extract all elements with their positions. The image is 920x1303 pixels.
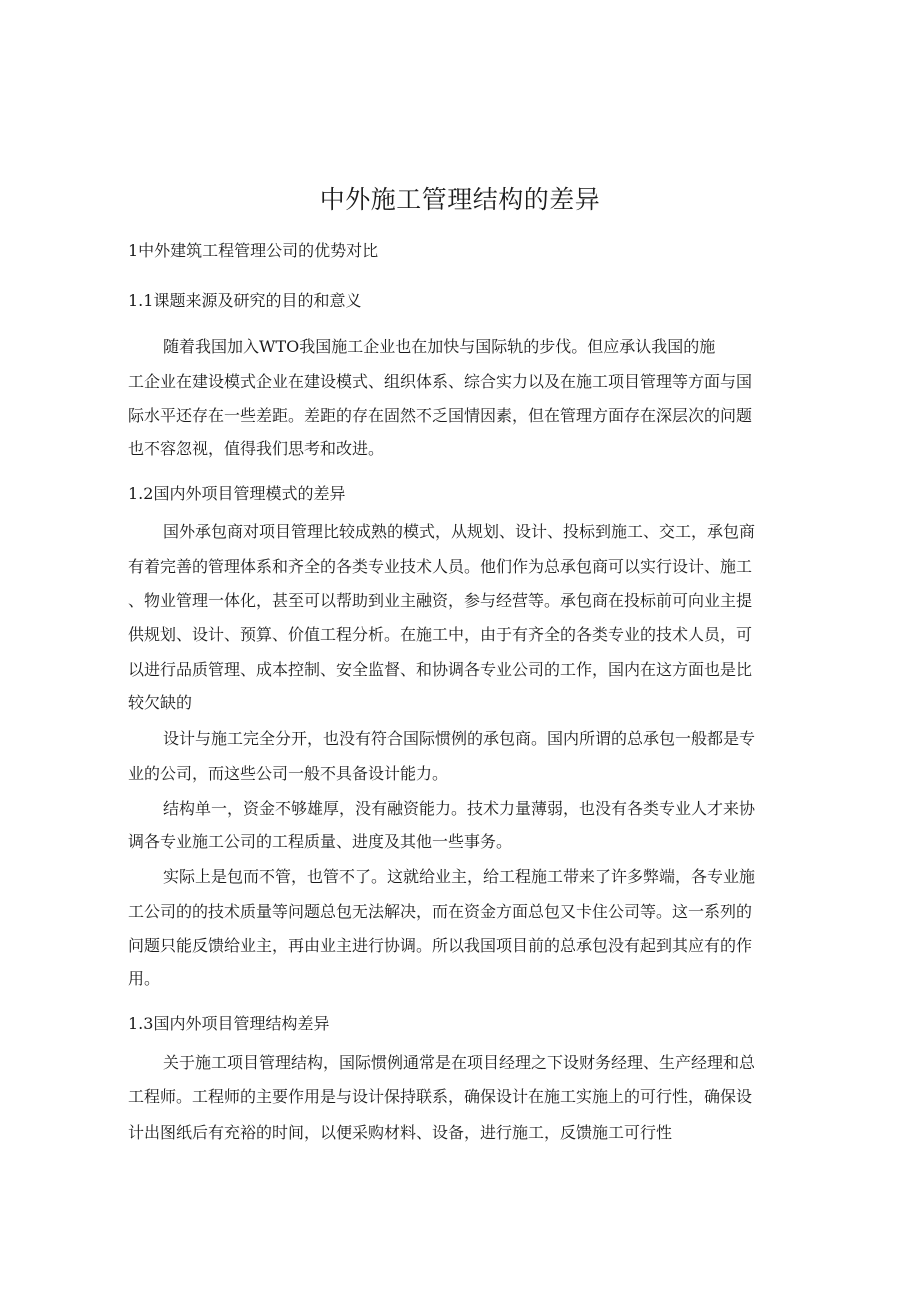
paragraph-line: 设计与施工完全分开，也没有符合国际惯例的承包商。国内所谓的总承包一般都是专 (163, 729, 756, 748)
paragraph-line: 调各专业施工公司的工程质量、进度及其他一些事务。 (128, 832, 513, 851)
paragraph-line: 工程师。工程师的主要作用是与设计保持联系，确保设计在施工实施上的可行性，确保设 (128, 1087, 753, 1106)
section-1-heading: 1中外建筑工程管理公司的优势对比 (128, 241, 379, 260)
paragraph-line: 用。 (128, 969, 161, 988)
section-1-2-heading: 1.2国内外项目管理模式的差异 (128, 484, 346, 503)
paragraph-line: 较欠缺的 (128, 693, 193, 712)
paragraph-line: 、物业管理一体化，甚至可以帮助到业主融资，参与经营等。承包商在投标前可向业主提 (128, 591, 753, 610)
paragraph-line: 工公司的的技术质量等问题总包无法解决，而在资金方面总包又卡住公司等。这一系列的 (128, 902, 753, 921)
paragraph-line: 供规划、设计、预算、价值工程分析。在施工中，由于有齐全的各类专业的技术人员，可 (128, 625, 753, 644)
document-title: 中外施工管理结构的差异 (319, 185, 601, 214)
paragraph-line: 国外承包商对项目管理比较成熟的模式，从规划、设计、投标到施工、交工，承包商 (163, 522, 756, 541)
paragraph-line: 随着我国加入WTO我国施工企业也在加快与国际轨的步伐。但应承认我国的施 (163, 337, 716, 356)
paragraph-line: 问题只能反馈给业主，再由业主进行协调。所以我国项目前的总承包没有起到其应有的作 (128, 936, 753, 955)
paragraph-line: 工企业在建设模式企业在建设模式、组织体系、综合实力以及在施工项目管理等方面与国 (128, 372, 753, 391)
paragraph-line: 计出图纸后有充裕的时间，以便采购材料、设备，进行施工，反馈施工可行性 (128, 1123, 673, 1142)
section-1-1-heading: 1.1课题来源及研究的目的和意义 (128, 291, 362, 310)
paragraph-line: 也不容忽视，值得我们思考和改进。 (128, 439, 385, 458)
paragraph-line: 有着完善的管理体系和齐全的各类专业技术人员。他们作为总承包商可以实行设计、施工 (128, 557, 753, 576)
paragraph-line: 际水平还存在一些差距。差距的存在固然不乏国情因素，但在管理方面存在深层次的问题 (128, 406, 753, 425)
paragraph-line: 关于施工项目管理结构，国际惯例通常是在项目经理之下设财务经理、生产经理和总 (163, 1053, 756, 1072)
paragraph-line: 业的公司，而这些公司一般不具备设计能力。 (128, 764, 449, 783)
section-1-3-heading: 1.3国内外项目管理结构差异 (128, 1014, 330, 1033)
paragraph-line: 实际上是包而不管，也管不了。这就给业主，给工程施工带来了许多弊端，各专业施 (163, 867, 756, 886)
paragraph-line: 以进行品质管理、成本控制、安全监督、和协调各专业公司的工作，国内在这方面也是比 (128, 660, 753, 679)
paragraph-line: 结构单一，资金不够雄厚，没有融资能力。技术力量薄弱，也没有各类专业人才来协 (163, 799, 756, 818)
